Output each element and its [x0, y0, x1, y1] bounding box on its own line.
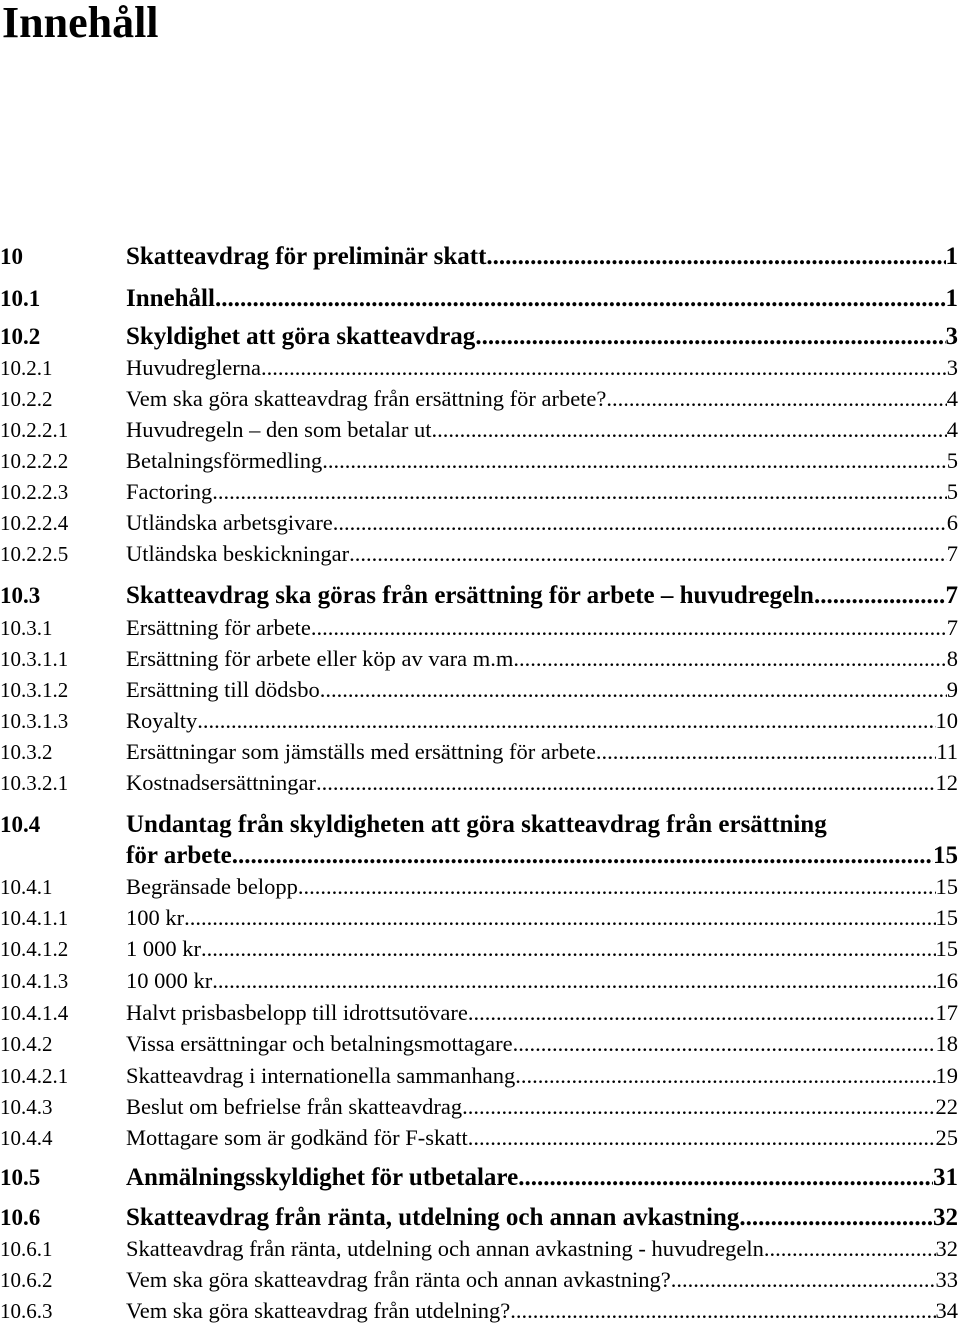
page-title: Innehåll — [2, 0, 159, 47]
toc-entry[interactable] — [0, 1162, 960, 1194]
toc-page-number: 3 — [946, 355, 958, 380]
toc-number: 10.2.2.3 — [0, 480, 69, 504]
toc-page-number: 11 — [936, 739, 958, 764]
dot-leader — [333, 507, 947, 539]
toc-title-continuation: för arbete — [126, 842, 232, 869]
toc-entry[interactable] — [0, 1028, 960, 1060]
toc-number: 10.4.1 — [0, 875, 53, 899]
toc-number: 10.1 — [0, 286, 41, 311]
toc-number: 10.4.3 — [0, 1095, 53, 1119]
toc-title: Undantag från skyldigheten att göra skatteavdrag från ersättning — [126, 811, 827, 838]
dot-leader — [468, 1122, 936, 1154]
toc-number: 10.4 — [0, 812, 41, 837]
dot-leader — [475, 321, 945, 353]
toc-entry[interactable] — [0, 445, 960, 477]
toc-page-number: 15 — [935, 905, 958, 930]
toc-number: 10.4.1.2 — [0, 937, 69, 961]
toc-title: 1 000 kr — [126, 936, 201, 961]
toc-page-number: 3 — [945, 323, 958, 350]
toc-title: 100 kr — [126, 905, 185, 930]
dot-leader — [814, 580, 946, 612]
toc-title: Ersättning för arbete eller köp av vara m.m. — [126, 646, 519, 671]
toc-entry[interactable] — [0, 241, 960, 273]
toc-title: Innehåll — [126, 285, 215, 312]
toc-entry[interactable] — [0, 414, 960, 446]
dot-leader — [197, 705, 935, 737]
toc-page-number: 7 — [946, 615, 958, 640]
dot-leader — [671, 1264, 936, 1296]
toc-number: 10.6.3 — [0, 1299, 53, 1323]
toc-page-number: 22 — [935, 1094, 958, 1119]
toc-title: Skatteavdrag för preliminär skatt — [126, 243, 487, 270]
toc-entry[interactable] — [0, 1091, 960, 1123]
toc-title: Vem ska göra skatteavdrag från utdelning? — [126, 1298, 511, 1323]
dot-leader — [212, 476, 947, 508]
toc-title: Kostnadsersättningar — [126, 770, 316, 795]
toc-entry[interactable] — [0, 580, 960, 612]
toc-number: 10.6.2 — [0, 1268, 53, 1292]
toc-number: 10.3 — [0, 583, 41, 608]
dot-leader — [764, 1233, 936, 1265]
toc-number: 10.4.1.4 — [0, 1001, 69, 1025]
toc-number: 10.4.2 — [0, 1032, 53, 1056]
toc-entry[interactable] — [0, 1122, 960, 1154]
toc-number: 10.2.1 — [0, 356, 53, 380]
dot-leader — [261, 352, 947, 384]
toc-title: Halvt prisbasbelopp till idrottsutövare — [126, 1000, 468, 1025]
toc-page-number: 18 — [935, 1031, 958, 1056]
toc-entry[interactable] — [0, 1233, 960, 1265]
dot-leader — [606, 383, 946, 415]
toc-page-number: 7 — [945, 582, 958, 609]
dot-leader — [519, 643, 947, 675]
dot-leader — [462, 1091, 935, 1123]
toc-entry[interactable] — [0, 705, 960, 737]
toc-page-number: 1 — [945, 285, 958, 312]
toc-entry[interactable] — [0, 871, 960, 903]
dot-leader — [510, 1295, 935, 1327]
toc-title: 10 000 kr — [126, 968, 213, 993]
toc-number: 10.4.4 — [0, 1126, 53, 1150]
toc-entry[interactable] — [0, 1295, 960, 1327]
toc-entry[interactable] — [0, 507, 960, 539]
toc-page-number: 17 — [935, 1000, 958, 1025]
toc-number: 10.2.2.4 — [0, 511, 69, 535]
toc-entry[interactable] — [0, 767, 960, 799]
dot-leader — [232, 840, 933, 872]
dot-leader — [298, 871, 936, 903]
toc-title: Utländska arbetsgivare — [126, 510, 333, 535]
dot-leader — [322, 445, 947, 477]
toc-entry[interactable] — [0, 643, 960, 675]
toc-entry[interactable] — [0, 736, 960, 768]
toc-page-number: 9 — [946, 677, 958, 702]
toc-entry[interactable] — [0, 1264, 960, 1296]
toc-number: 10.5 — [0, 1165, 41, 1190]
toc-title: Skatteavdrag i internationella sammanhang — [126, 1063, 516, 1088]
toc-title: Anmälningsskyldighet för utbetalare — [126, 1164, 519, 1191]
toc-title: Huvudregeln – den som betalar ut — [126, 417, 432, 442]
toc-page-number: 15 — [933, 842, 958, 869]
toc-title: Vem ska göra skatteavdrag från ersättning för arbete? — [126, 386, 607, 411]
toc-page-number: 15 — [935, 874, 958, 899]
toc-page-number: 34 — [935, 1298, 958, 1323]
toc-page-number: 31 — [933, 1164, 958, 1191]
toc-number: 10.2.2.1 — [0, 418, 69, 442]
toc-title: Ersättningar som jämställs med ersättning för arbete — [126, 739, 596, 764]
toc-page-number: 16 — [935, 968, 958, 993]
dot-leader — [201, 933, 936, 965]
toc-title: Utländska beskickningar — [126, 541, 350, 566]
toc-number: 10.2.2 — [0, 387, 53, 411]
toc-page-number: 4 — [946, 386, 958, 411]
toc-title: Huvudreglerna — [126, 355, 261, 380]
dot-leader — [349, 538, 947, 570]
toc-entry[interactable] — [0, 476, 960, 508]
toc-title: Vem ska göra skatteavdrag från ränta och annan avkastning? — [126, 1267, 671, 1292]
dot-leader — [311, 612, 947, 644]
toc-page-number: 15 — [935, 936, 958, 961]
dot-leader — [184, 902, 935, 934]
toc-title: Skatteavdrag från ränta, utdelning och annan avkastning - huvudregeln — [126, 1236, 764, 1261]
toc-page-number: 6 — [946, 510, 958, 535]
dot-leader — [596, 736, 936, 768]
dot-leader — [212, 965, 935, 997]
toc-entry[interactable] — [0, 933, 960, 965]
dot-leader — [320, 674, 947, 706]
toc-page-number: 8 — [946, 646, 958, 671]
dot-leader — [468, 997, 936, 1029]
toc-entry[interactable] — [0, 538, 960, 570]
toc-number: 10.3.1.3 — [0, 709, 69, 733]
toc-page-number: 4 — [946, 417, 958, 442]
toc-page-number: 5 — [946, 479, 958, 504]
toc-entry[interactable] — [0, 321, 960, 353]
toc-entry[interactable] — [0, 1202, 960, 1234]
toc-entry[interactable] — [0, 612, 960, 644]
dot-leader — [215, 283, 946, 315]
dot-leader — [486, 241, 945, 273]
toc-title: Beslut om befrielse från skatteavdrag — [126, 1094, 463, 1119]
toc-entry[interactable] — [0, 383, 960, 415]
toc-number: 10.3.2.1 — [0, 771, 69, 795]
toc-entry[interactable] — [0, 1060, 960, 1092]
toc-number: 10.2 — [0, 324, 41, 349]
dot-leader — [432, 414, 947, 446]
dot-leader — [518, 1162, 933, 1194]
toc-entry[interactable] — [0, 283, 960, 315]
toc-number: 10.4.1.3 — [0, 969, 69, 993]
toc-number: 10.2.2.5 — [0, 542, 69, 566]
toc-title: Factoring — [126, 479, 213, 504]
toc-number: 10.6 — [0, 1205, 41, 1230]
toc-page-number: 12 — [935, 770, 958, 795]
toc-entry[interactable] — [0, 965, 960, 997]
dot-leader — [513, 1028, 936, 1060]
toc-page-number: 32 — [935, 1236, 958, 1261]
toc-number: 10.6.1 — [0, 1237, 53, 1261]
toc-number: 10 — [0, 244, 23, 269]
toc-number: 10.4.1.1 — [0, 906, 69, 930]
toc-number: 10.3.1 — [0, 616, 53, 640]
toc-entry[interactable] — [0, 352, 960, 384]
toc-number: 10.3.1.1 — [0, 647, 69, 671]
toc-page-number: 7 — [946, 541, 958, 566]
toc-title: Vissa ersättningar och betalningsmottagare — [126, 1031, 513, 1056]
toc-page-number: 1 — [945, 243, 958, 270]
toc-title: Betalningsförmedling — [126, 448, 323, 473]
dot-leader — [515, 1060, 935, 1092]
toc-entry[interactable] — [0, 809, 960, 869]
toc-number: 10.4.2.1 — [0, 1064, 69, 1088]
toc-page-number: 32 — [933, 1204, 958, 1231]
toc-title: Ersättning för arbete — [126, 615, 311, 640]
toc-page-number: 5 — [946, 448, 958, 473]
toc-title: Skatteavdrag ska göras från ersättning för arbete – huvudregeln — [126, 582, 814, 609]
toc-title: Skatteavdrag från ränta, utdelning och annan avkastning — [126, 1204, 740, 1231]
toc-page-number: 10 — [935, 708, 958, 733]
dot-leader — [316, 767, 936, 799]
toc-title: Royalty — [126, 708, 198, 733]
toc-title: Begränsade belopp — [126, 874, 298, 899]
toc-number: 10.3.2 — [0, 740, 53, 764]
toc-title: Ersättning till dödsbo — [126, 677, 320, 702]
dot-leader — [739, 1202, 933, 1234]
toc-number: 10.3.1.2 — [0, 678, 69, 702]
toc-page-number: 19 — [935, 1063, 958, 1088]
toc-title: Mottagare som är godkänd för F-skatt — [126, 1125, 468, 1150]
toc-page-number: 25 — [935, 1125, 958, 1150]
toc-number: 10.2.2.2 — [0, 449, 69, 473]
toc-entry[interactable] — [0, 997, 960, 1029]
toc-title: Skyldighet att göra skatteavdrag — [126, 323, 476, 350]
toc-page-number: 33 — [935, 1267, 958, 1292]
toc-entry[interactable] — [0, 902, 960, 934]
toc-entry[interactable] — [0, 674, 960, 706]
